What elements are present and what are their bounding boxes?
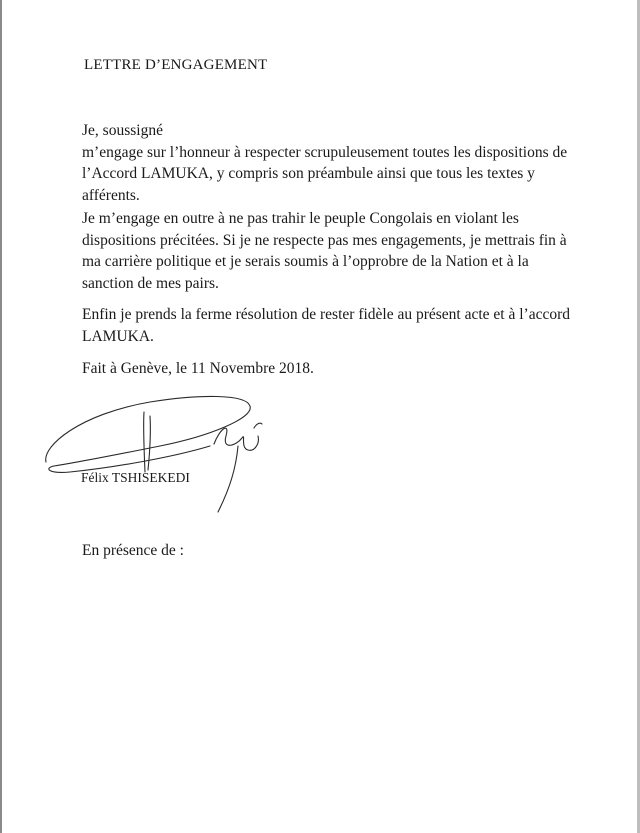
text-line: ma carrière politique et je serais soumis à l’opprobre de la Nation et à la xyxy=(82,253,529,270)
text-line: LAMUKA. xyxy=(82,327,154,345)
signature-icon xyxy=(40,388,280,528)
paragraph-commitment xyxy=(82,120,602,206)
text-line: dispositions précitées. Si je ne respecte pas mes engagements, je mettrais fin à xyxy=(82,231,567,249)
signature-vertical-stroke xyxy=(148,416,150,470)
presence-label: En présence de : xyxy=(82,542,184,559)
text-line: sanction de mes pairs. xyxy=(82,274,219,292)
place-and-date xyxy=(82,358,602,380)
text-line: m’engage sur l’honneur à respecter scrupuleusement toutes les dispositions de xyxy=(82,143,568,161)
paragraph-resolution xyxy=(82,304,602,347)
text-line: afférents. xyxy=(82,186,140,204)
text-line: Je m’engage en outre à ne pas trahir le peuple Congolais en violant les xyxy=(82,210,519,227)
signature-accent-stroke xyxy=(254,423,262,428)
signature-tail-stroke xyxy=(218,446,238,512)
signature-flourish-stroke xyxy=(214,428,258,450)
signature-vertical-stroke xyxy=(144,412,145,472)
text-line: Fait à Genève, le 11 Novembre 2018. xyxy=(82,360,314,377)
text-line: Je, soussigné xyxy=(82,122,163,139)
text-line: Enfin je prends la ferme résolution de rester fidèle au présent acte et à l’accord xyxy=(82,306,571,323)
page-left-edge xyxy=(0,0,2,833)
signer-name: Félix TSHISEKEDI xyxy=(81,470,190,485)
letter-title: LETTRE D’ENGAGEMENT xyxy=(84,57,268,73)
signature-loop-stroke xyxy=(46,396,251,472)
text-line: l’Accord LAMUKA, y compris son préambule ainsi que tous les textes y xyxy=(82,165,535,182)
paragraph-loyalty xyxy=(82,208,602,294)
